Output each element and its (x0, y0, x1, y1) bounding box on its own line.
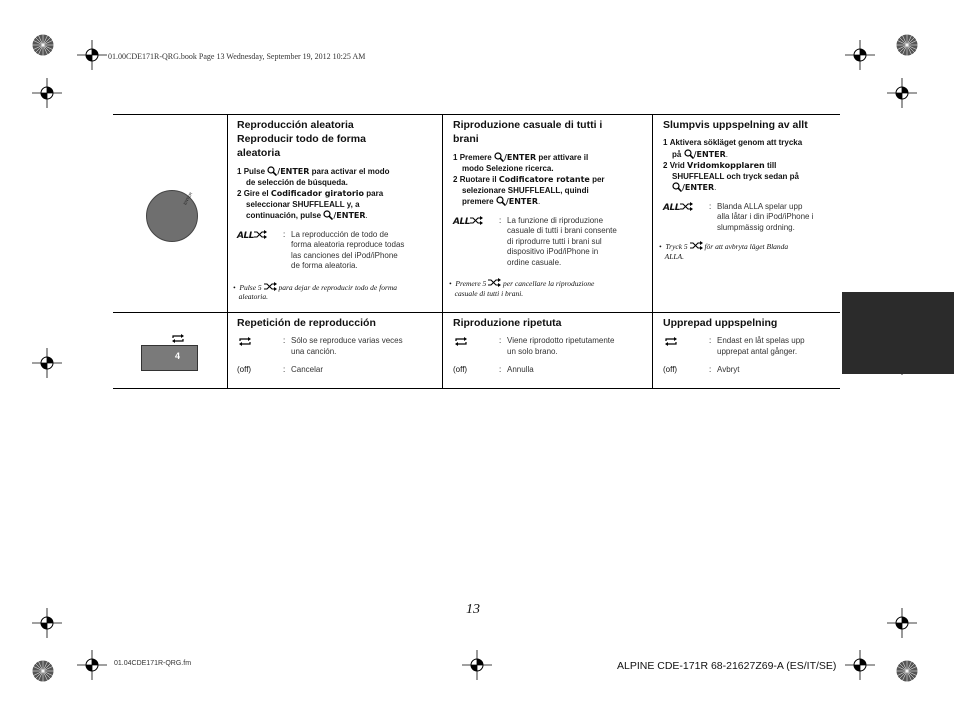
shuffle-icon (680, 202, 693, 211)
magnifier-icon (684, 149, 694, 159)
knob-label: ENTER (182, 191, 194, 206)
shuffle-icon (488, 278, 501, 287)
magnifier-icon (267, 166, 277, 176)
registration-mark-icon (77, 40, 107, 70)
step-2: 2 Gire el Codificador giratorio para seleccionar SHUFFLEALL y, a continuación, pulse /ENTER. (237, 189, 384, 220)
note-bullet: • Premere 5 per cancellare la riproduzione casuale di tutti i brani. (449, 279, 595, 298)
magnifier-icon (494, 152, 504, 162)
note-bullet: • Tryck 5 för att avbryta läget Blanda ALLA. (659, 242, 789, 261)
mode-description: : Viene riprodotto ripetutamente un solo brano. (453, 336, 648, 357)
registration-mark-icon (77, 650, 107, 680)
registration-mark-icon (887, 608, 917, 638)
preset-button-illustration (141, 345, 198, 371)
repeat-icon (663, 336, 679, 347)
step-1: 1 Pulse /ENTER para activar el modo de selección de búsqueda. (237, 167, 390, 187)
repeat-se (663, 316, 835, 376)
shuffle-icon (264, 282, 277, 291)
magnifier-icon (323, 210, 333, 220)
registration-mark-icon (462, 650, 492, 680)
registration-mark-icon (845, 40, 875, 70)
footer-model: ALPINE CDE-171R 68-21627Z69-A (ES/IT/SE) (617, 660, 837, 672)
repeat-icon (453, 336, 469, 347)
file-header-note: 01.00CDE171R-QRG.book Page 13 Wednesday, September 19, 2012 10:25 AM (108, 52, 366, 61)
table-rule-top (113, 114, 840, 115)
starburst-icon (32, 34, 54, 56)
mode-description: : Sólo se reproduce varias veces una canción. (237, 336, 437, 357)
mode-description: ALL : Blanda ALLA spelar upp alla låtar i din iPod/iPhone i slumpmässig ordning. (663, 201, 814, 232)
repeat-icon (237, 336, 253, 347)
shuffle-es (233, 118, 437, 302)
magnifier-icon (496, 196, 506, 206)
mode-off: (off) : Avbryt (663, 365, 740, 374)
magnifier-icon (672, 182, 682, 192)
starburst-icon (896, 660, 918, 682)
mode-description: : Endast en låt spelas upp upprepat antal gånger. (663, 336, 835, 357)
repeat-it (453, 316, 648, 376)
step-2: 2 Vrid Vridomkopplaren till SHUFFLEALL och tryck sedan på /ENTER. (663, 161, 799, 192)
shuffle-it (449, 118, 648, 298)
note-bullet: • Pulse 5 para dejar de reproducir todo de forma aleatoria. (233, 282, 398, 301)
table-rule-bottom (113, 388, 840, 389)
section-heading: Repetición de reproducción (237, 317, 376, 329)
shuffle-se (659, 118, 835, 261)
step-2: 2 Ruotare il Codificatore rotante per selezionare SHUFFLEALL, quindi premere /ENTER. (453, 175, 605, 206)
button-number: 4 (175, 351, 181, 361)
step-1: 1 Premere /ENTER per attivare il modo Selezione ricerca. (453, 153, 589, 173)
section-heading: Upprepad uppspelning (663, 317, 778, 329)
footer-file-name: 01.04CDE171R-QRG.fm (114, 660, 192, 667)
registration-mark-icon (887, 78, 917, 108)
starburst-icon (896, 34, 918, 56)
section-heading: Reproducción aleatoria Reproducir todo de forma aleatoria (237, 119, 366, 159)
registration-mark-icon (32, 78, 62, 108)
mode-off: (off) : Cancelar (237, 365, 324, 374)
shuffle-icon (470, 216, 483, 225)
table-rule-middle (113, 312, 840, 313)
table-divider (227, 114, 228, 388)
mode-off: (off) : Annulla (453, 365, 534, 374)
registration-mark-icon (32, 348, 62, 378)
registration-mark-icon (845, 650, 875, 680)
table-divider (652, 114, 653, 388)
mode-description: ALL : La reproducción de todo de forma aleatoria reproduce todas las canciones del iPod/iPhone de forma aleatoria. (237, 229, 405, 270)
page-number: 13 (466, 602, 480, 617)
repeat-icon (170, 333, 186, 344)
section-heading: Riproduzione casuale di tutti i brani (453, 119, 603, 145)
shuffle-icon (690, 241, 703, 250)
table-divider (442, 114, 443, 388)
mode-description: ALL : La funzione di riproduzione casuale di tutti i brani consente di riprodurre tutti i brani sul dispositivo iPod/iPhone in ordine casuale. (453, 215, 617, 267)
section-tab (842, 292, 954, 374)
repeat-es (237, 316, 437, 376)
shuffle-icon (254, 230, 267, 239)
registration-mark-icon (32, 608, 62, 638)
step-1: 1 Aktivera sökläget genom att trycka på /ENTER. (663, 138, 803, 159)
section-heading: Riproduzione ripetuta (453, 317, 562, 329)
section-heading: Slumpvis uppspelning av allt (663, 119, 808, 131)
starburst-icon (32, 660, 54, 682)
